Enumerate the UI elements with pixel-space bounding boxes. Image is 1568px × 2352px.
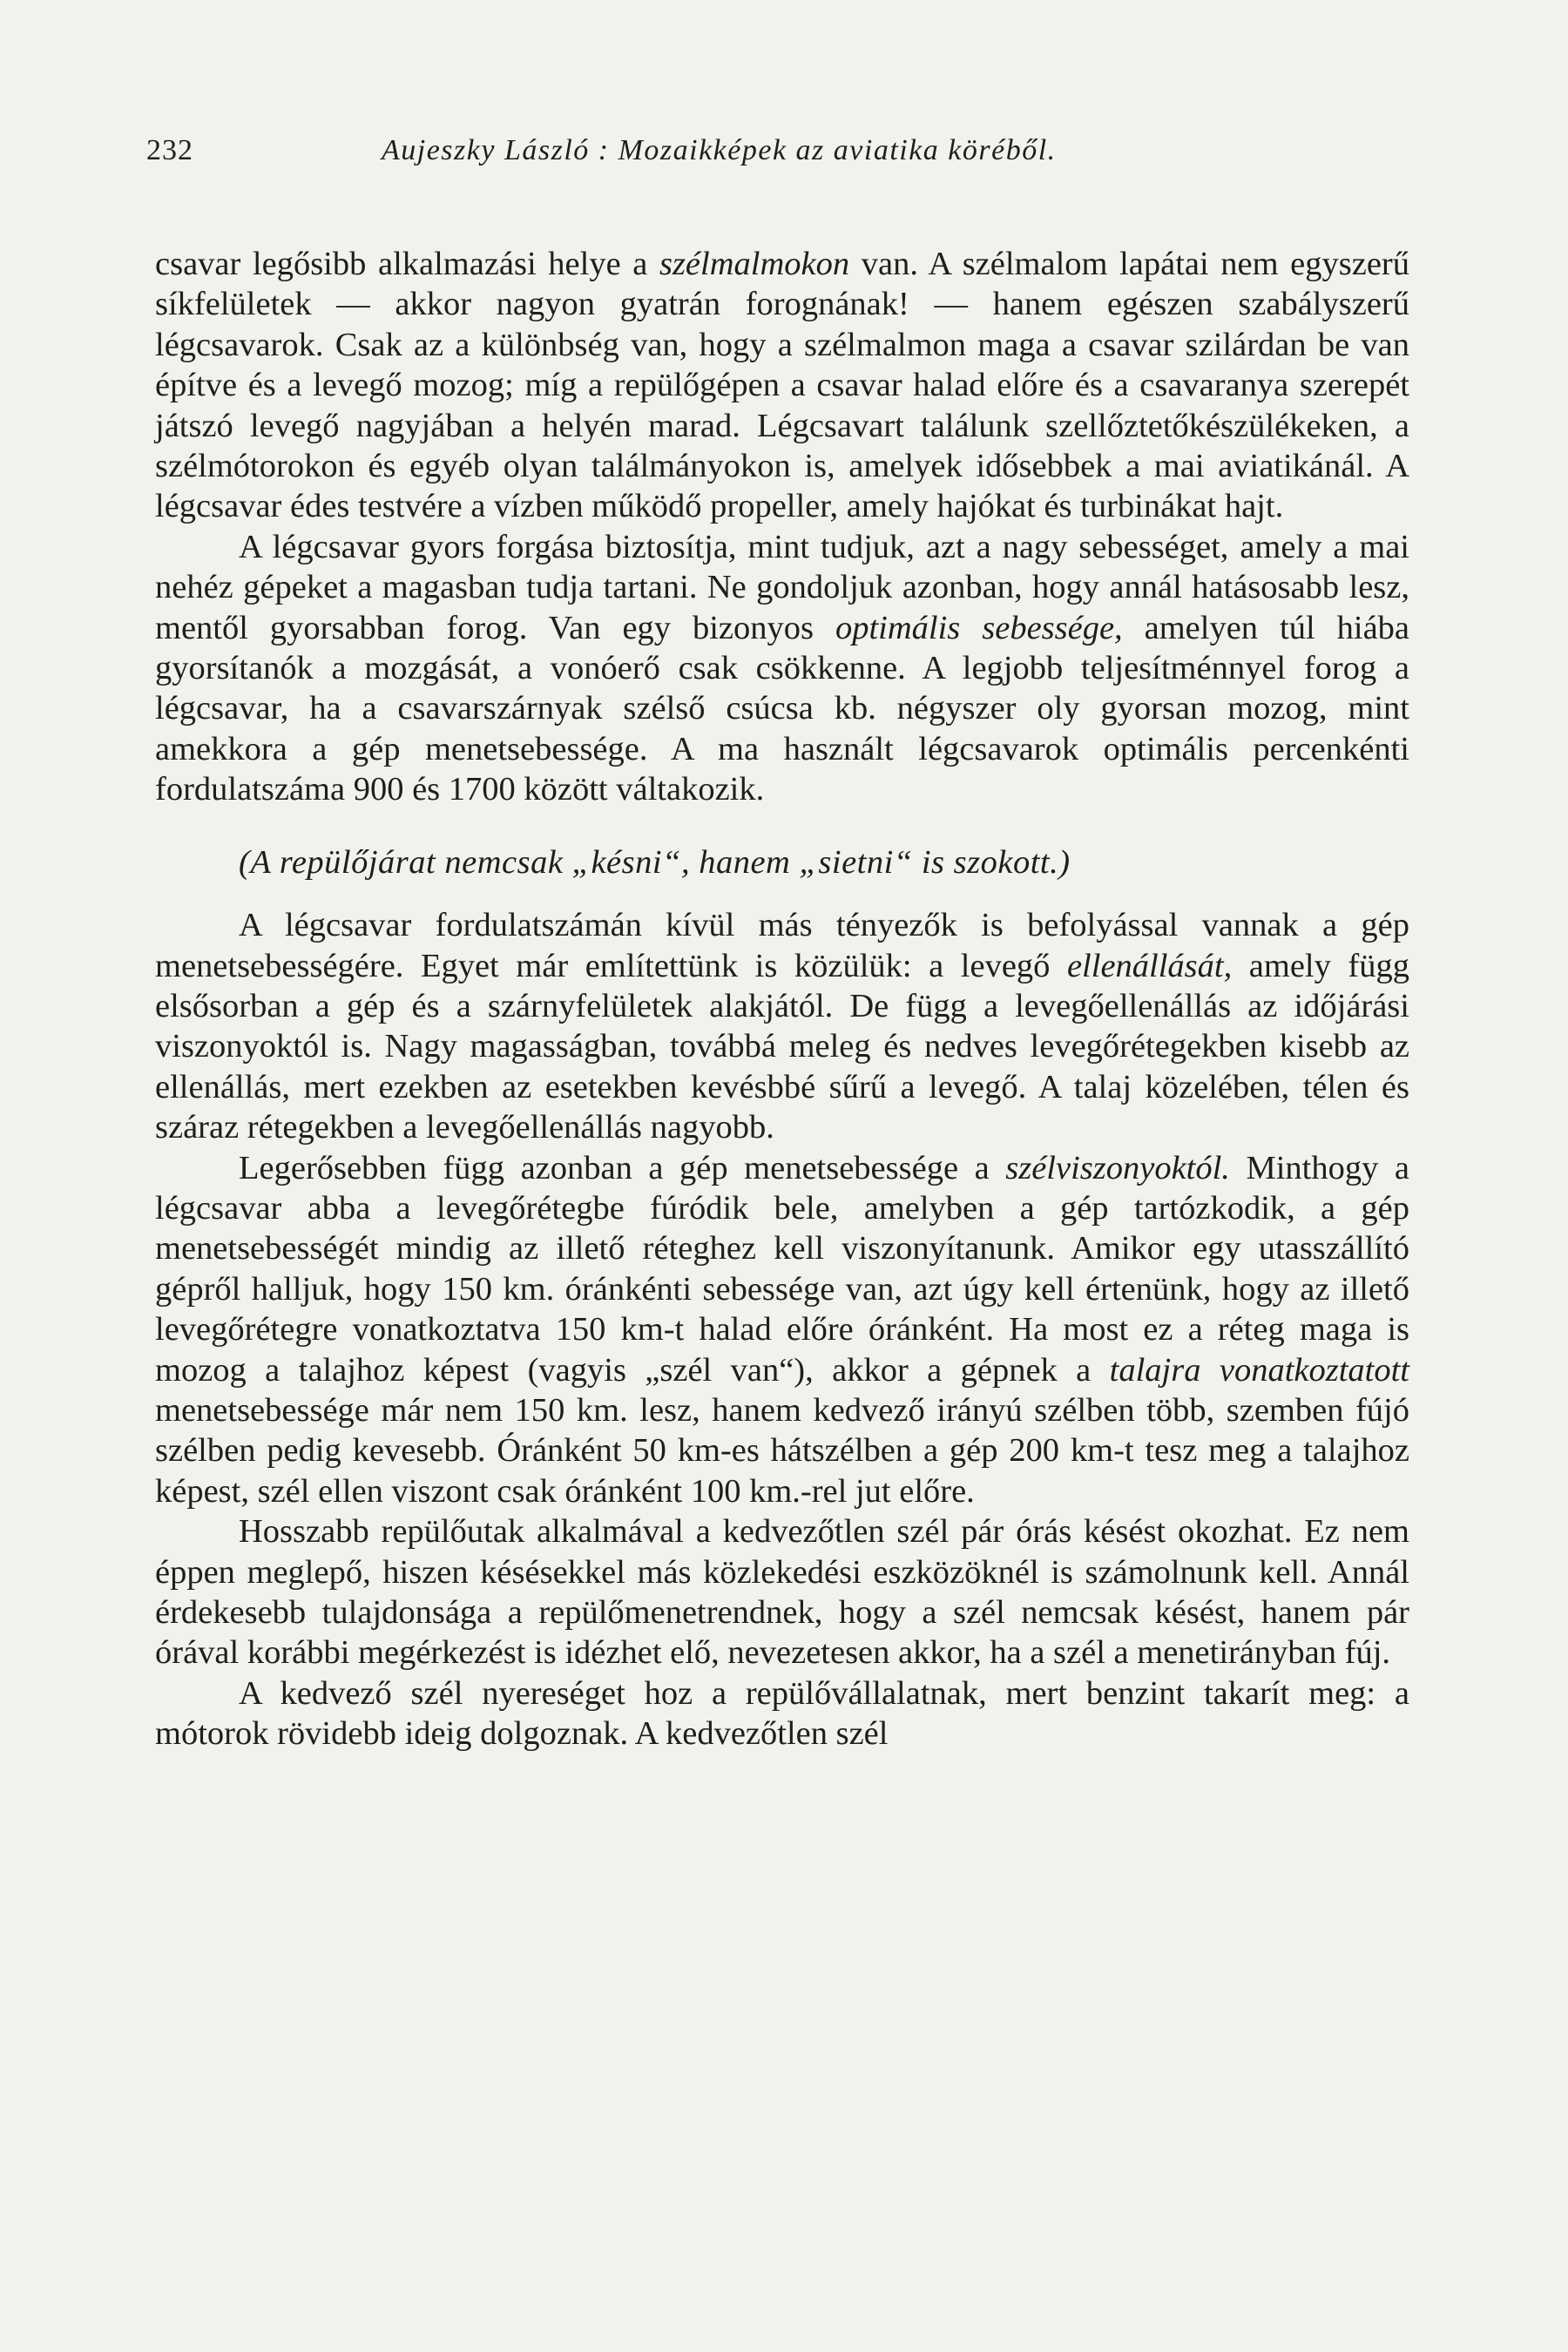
running-title: Aujeszky László : Mozaikképek az aviatika köréből. — [382, 134, 1057, 166]
emphasis-text: ellenállását, — [1066, 947, 1233, 984]
running-head — [146, 129, 1409, 172]
paragraph-air-resistance: A légcsavar fordulatszámán kívül más tényezők is befolyással vannak a gép menetsebességére. Egyet már említettünk is közülük: a levegő ellenállását, amely függ elsősorban a gép és a szárnyfelületek alakjától. De függ a levegőellenállás az időjárási viszonyoktól is. Nagy magasságban, továbbá meleg és nedves levegőrétegekben kisebb az ellenállás, mert ezekben az esetekben kevésbbé sűrű a levegő. A talaj közelében, télen és száraz rétegekben a levegőellenállás nagyobb. — [155, 907, 1409, 1146]
section-heading: (A repülőjárat nemcsak „késni“, hanem „sietni“ is szokott.) — [239, 843, 1071, 881]
emphasis-text: talajra vonatkoztatott — [1109, 1351, 1409, 1389]
paragraph-long-flights: Hosszabb repülőutak alkalmával a kedvezőtlen szél pár órás késést okozhat. Ez nem éppen meglepő, hiszen késésekkel más közlekedési eszközöknél is számolnunk kell. Annál érdekesebb tulajdonsága a repülőmenetrendnek, hogy a szél nemcsak késést, hanem pár órával korábbi megérkezést is idézhet elő, nevezetesen akkor, ha a szél a menetirányban fúj. — [155, 1513, 1409, 1672]
emphasis-text: szélviszonyoktól. — [1005, 1149, 1230, 1186]
paragraph-rotation-speed: A légcsavar gyors forgása biztosítja, mint tudjuk, azt a nagy sebességet, amely a mai nehéz gépeket a magasban tudja tartani. Ne gondoljuk azonban, hogy annál hatásosabb lesz, mentől gyorsabban forog. Van egy bizonyos optimális sebessége, amelyen túl hiába gyorsítanók a mozgását, a vonóerő csak csökkenne. A legjobb teljesítménnyel forog a légcsavar, ha a csavarszárnyak szélső csúcsa kb. négyszer oly gyorsan mozog, mint amekkora a gép menetsebessége. A ma használt légcsavarok optimális percenkénti fordulatszáma 900 és 1700 között váltakozik. — [155, 528, 1409, 808]
paragraph-wind-conditions: Legerősebben függ azonban a gép menetsebessége a szélviszonyoktól. Minthogy a légcsavar abba a levegőrétegbe fúródik bele, amelyben a gép tartózkodik, a gép menetsebességét mindig az illető réteghez kell viszonyítanunk. Amikor egy utasszállító gépről halljuk, hogy 150 km. óránkénti sebessége van, azt úgy kell értenünk, hogy az illető levegőrétegre vonatkoztatva 150 km-t halad előre óránként. Ha most ez a réteg maga is mozog a talajhoz képest (vagyis „szél van“), akkor a gépnek a talajra vonatkoztatott menetsebessége már nem 150 km. lesz, hanem kedvező irányú szélben több, szemben fújó szélben pedig kevesebb. Óránként 50 km-es hátszélben a gép 200 km-t tesz meg a talajhoz képest, szél ellen viszont csak óránként 100 km.-rel jut előre. — [155, 1149, 1409, 1510]
page-number: 232 — [146, 134, 193, 166]
paragraph-windmill: csavar legősibb alkalmazási helye a szélmalmokon van. A szélmalom lapátai nem egyszerű síkfelületek — akkor nagyon gyatrán forognának! — hanem egészen szabályszerű légcsavarok. Csak az a különbség van, hogy a szélmalmon maga a csavar szilárdan be van építve és a levegő mozog; míg a repülőgépen a csavar halad előre és a csavaranya szerepét játszó levegő nagyjában a helyén marad. Légcsavart találunk szellőztetőkészülékeken, a szélmótorokon és egyéb olyan találmányokon is, amelyek idősebbek a mai aviatikánál. A légcsavar édes testvére a vízben működő propeller, amely hajókat és turbinákat hajt. — [155, 246, 1409, 525]
paragraph-favorable-wind: A kedvező szél nyereséget hoz a repülővállalatnak, mert benzint takarít meg: a mótorok rövidebb ideig dolgoznak. A kedvezőtlen szél — [155, 1674, 1409, 1753]
emphasis-text: szélmalmokon — [659, 246, 850, 282]
emphasis-text: optimális sebessége, — [835, 609, 1123, 646]
body-text — [155, 244, 1409, 1754]
